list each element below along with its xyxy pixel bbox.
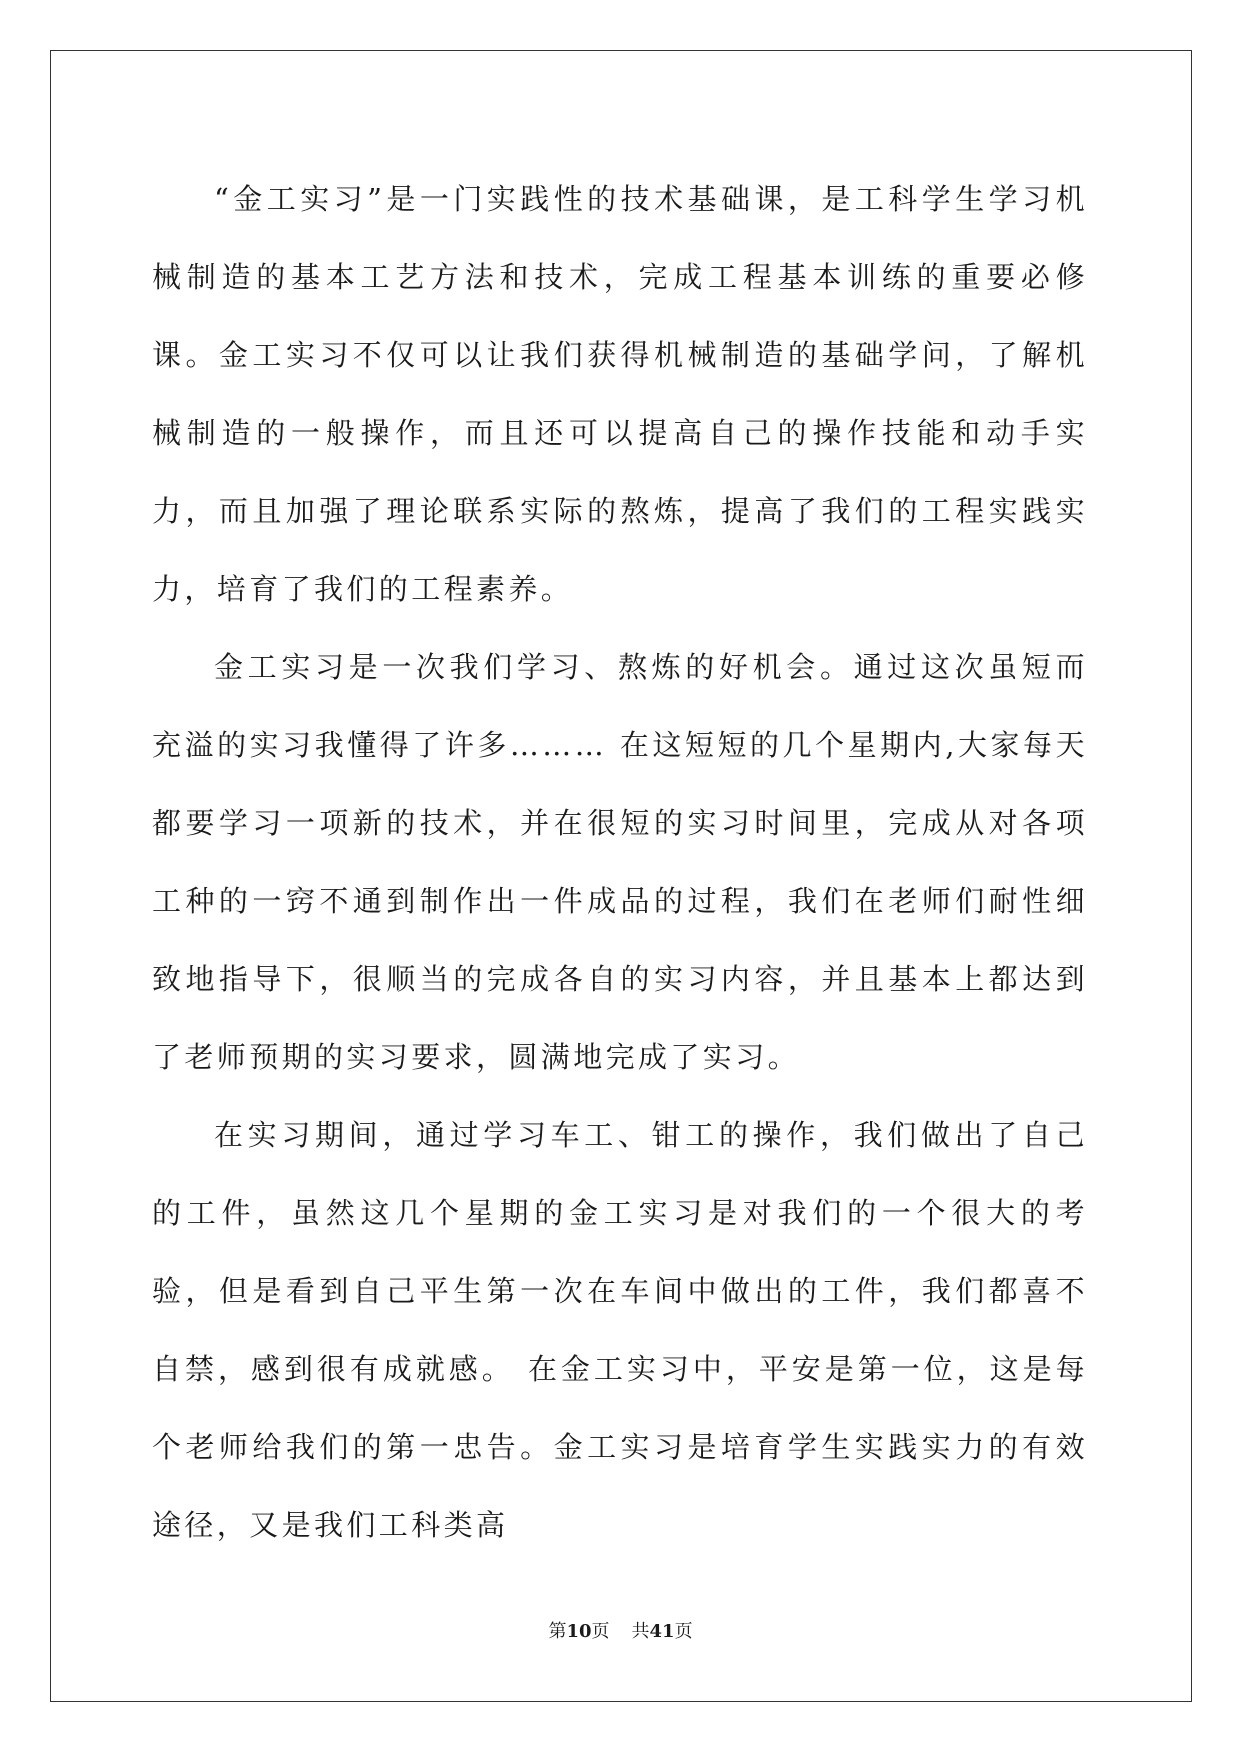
- page-prefix: 第: [548, 1621, 567, 1642]
- total-prefix: 共: [631, 1621, 650, 1642]
- paragraph-1: “金工实习”是一门实践性的技术基础课，是工科学生学习机械制造的基本工艺方法和技术，完成工程基本训练的重要必修课。金工实习不仅可以让我们获得机械制造的基础学问，了解机械制造的一般操作，而且还可以提高自己的操作技能和动手实力，而且加强了理论联系实际的熬炼，提高了我们的工程实践实力，培育了我们的工程素养。: [152, 182, 1088, 606]
- page-number: 10: [566, 1621, 592, 1642]
- paragraph-3: 在实习期间，通过学习车工、钳工的操作，我们做出了自己的工件，虽然这几个星期的金工实习是对我们的一个很大的考验，但是看到自己平生第一次在车间中做出的工件，我们都喜不自禁，感到很有成就感。 在金工实习中，平安是第一位，这是每个老师给我们的第一忠告。金工实习是培育学生实践实力的有效途径，又是我们工科类高: [152, 1118, 1088, 1542]
- page-suffix: 页: [591, 1621, 610, 1642]
- total-suffix: 页: [674, 1621, 693, 1642]
- total-pages: 41: [649, 1621, 675, 1642]
- paragraph-2: 金工实习是一次我们学习、熬炼的好机会。通过这次虽短而充溢的实习我懂得了许多……… 在这短短的几个星期内,大家每天都要学习一项新的技术，并在很短的实习时间里，完成从对各项工种的一窍不通到制作出一件成品的过程，我们在老师们耐性细致地指导下，很顺当的完成各自的实习内容，并且基本上都达到了老师预期的实习要求，圆满地完成了实习。: [152, 650, 1088, 1074]
- document-body: [152, 160, 1088, 1564]
- page-footer: [0, 1617, 1241, 1643]
